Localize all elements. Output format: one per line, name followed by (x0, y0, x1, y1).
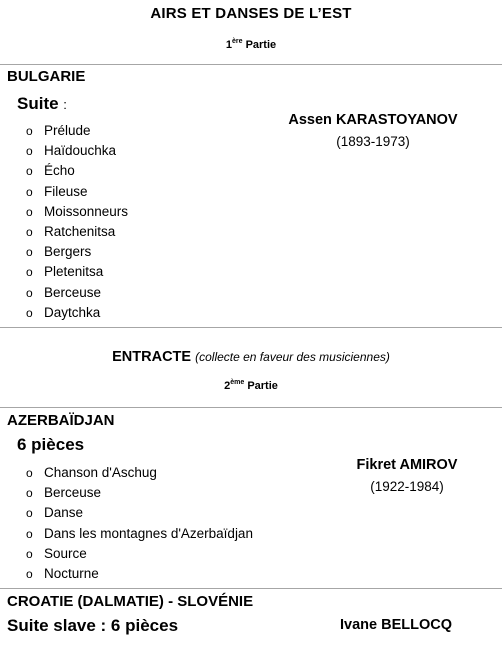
bullet-icon: o (26, 486, 33, 501)
divider-4 (0, 588, 502, 589)
piece-title: Écho (44, 163, 75, 179)
list-item (26, 262, 128, 282)
composer-bellocq: Ivane BELLOCQ (340, 617, 452, 633)
composer-amirov: Fikret AMIROV (356, 457, 458, 473)
suite-slave-heading: Suite slave : 6 pièces (7, 616, 179, 635)
piece-title: Prélude (44, 123, 91, 138)
bullet-icon: o (26, 526, 33, 541)
country-croatie-slovenie: CROATIE (DALMATIE) - SLOVÉNIE (7, 593, 254, 610)
piece-title: Source (44, 545, 87, 561)
bullet-icon: o (26, 164, 33, 179)
bullet-icon: o (26, 566, 33, 581)
piece-title: Haïdouchka (44, 143, 117, 159)
part-one-number: 1 (225, 39, 232, 51)
composer-dates-amirov: (1922-1984) (370, 479, 444, 494)
part-one-word: Partie (245, 39, 277, 51)
list-item (26, 222, 128, 242)
suite-heading-colon: : (63, 97, 67, 112)
bullet-icon: o (26, 224, 33, 239)
piece-title: Moissonneurs (44, 203, 129, 219)
bullet-icon: o (26, 245, 33, 260)
part-two-heading (0, 379, 502, 392)
list-item (26, 202, 128, 222)
list-item (26, 161, 128, 181)
piece-title: Ratchenitsa (44, 223, 116, 239)
part-one-heading (0, 38, 502, 51)
bullet-icon: o (26, 285, 33, 300)
bullet-icon: o (26, 124, 33, 138)
divider-1 (0, 64, 502, 65)
suite-heading-text: Suite (17, 94, 59, 113)
entracte-label: ENTRACTE (112, 349, 192, 365)
list-item (26, 463, 253, 483)
list-item (26, 503, 253, 523)
bullet-icon: o (26, 265, 33, 280)
list-item (26, 483, 253, 503)
bullet-icon: o (26, 204, 33, 219)
bullet-icon: o (26, 466, 33, 480)
piece-title: Berceuse (44, 485, 102, 501)
piece-list-azerbaidjan (26, 463, 253, 584)
piece-title: Berceuse (44, 284, 102, 300)
bullet-icon: o (26, 506, 33, 521)
list-item (26, 564, 253, 584)
list-item (26, 544, 253, 564)
bullet-icon: o (26, 144, 33, 159)
country-bulgarie: BULGARIE (7, 68, 86, 85)
suite-heading (17, 94, 67, 114)
list-item (26, 182, 128, 202)
part-two-ordinal: ème (230, 379, 245, 386)
entracte-line (0, 349, 502, 365)
piece-title: Dans les montagnes d'Azerbaïdjan (44, 525, 253, 541)
composer-karastoyanov: Assen KARASTOYANOV (288, 112, 458, 128)
divider-2 (0, 327, 502, 328)
piece-title: Fileuse (44, 183, 88, 199)
bullet-icon: o (26, 305, 33, 320)
piece-title: Nocturne (44, 565, 99, 581)
country-azerbaidjan: AZERBAÏDJAN (7, 412, 115, 429)
list-item (26, 524, 253, 544)
bullet-icon: o (26, 184, 33, 199)
piece-title: Pletenitsa (44, 264, 104, 280)
part-one-ordinal: ère (231, 38, 243, 45)
bullet-icon: o (26, 546, 33, 561)
part-two-number: 2 (224, 380, 231, 392)
part-two-word: Partie (247, 380, 278, 392)
program-title: AIRS ET DANSES DE L’EST (150, 5, 352, 22)
list-item (26, 303, 128, 323)
piece-title: Chanson d'Aschug (44, 465, 157, 480)
piece-title: Bergers (44, 244, 92, 260)
entracte-note: (collecte en faveur des musiciennes) (195, 350, 390, 364)
composer-dates-karastoyanov: (1893-1973) (336, 134, 410, 149)
list-item (26, 283, 128, 303)
six-pieces-heading: 6 pièces (17, 435, 85, 454)
divider-3 (0, 407, 502, 408)
piece-list-bulgarie (26, 121, 128, 323)
piece-title: Daytchka (44, 304, 101, 320)
list-item (26, 141, 128, 161)
piece-title: Danse (44, 505, 84, 521)
list-item (26, 242, 128, 262)
list-item (26, 121, 128, 141)
